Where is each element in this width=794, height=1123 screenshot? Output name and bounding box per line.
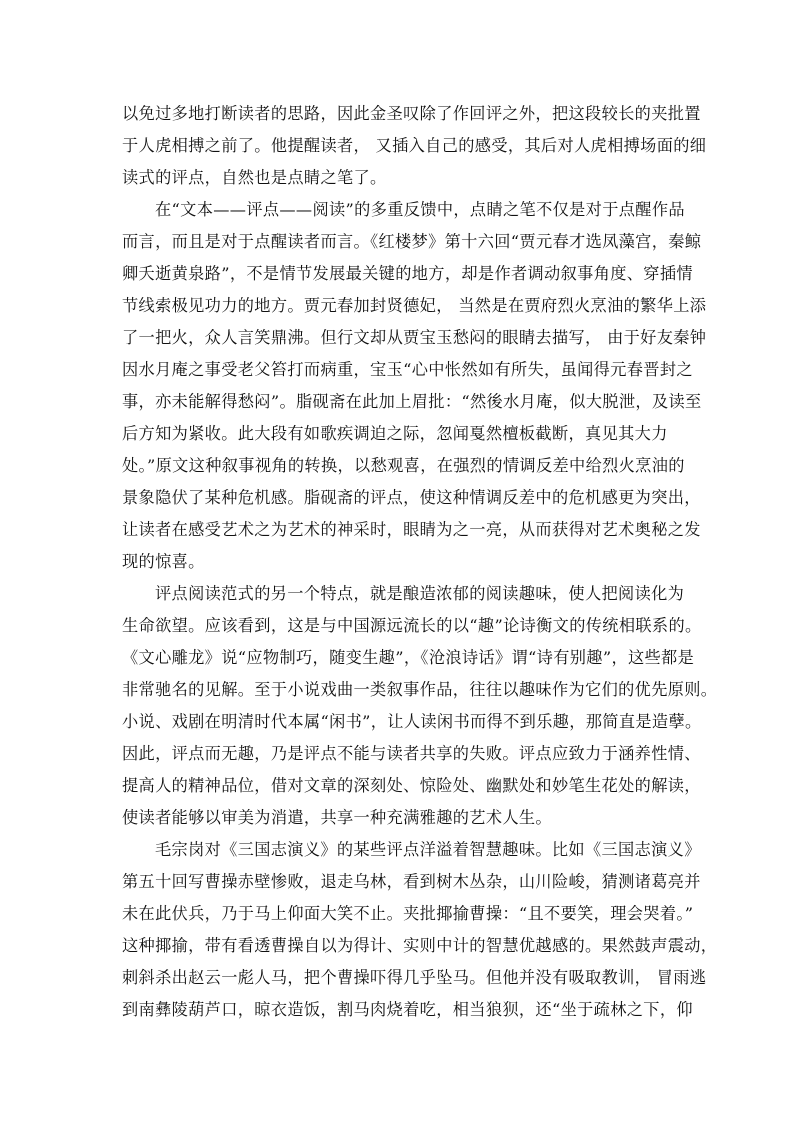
text-line: 了一把火，众人言笑鼎沸。但行文却从贾宝玉愁闷的眼睛去描写， 由于好友秦钟 (122, 328, 707, 347)
text-line: 评点阅读范式的另一个特点，就是酿造浓郁的阅读趣味，使人把阅读化为 (155, 584, 685, 603)
text-line: 读式的评点，自然也是点睛之笔了。 (122, 168, 387, 187)
text-line: 第五十回写曹操赤壁惨败，退走乌林，看到树木丛杂，山川险峻，猜测诸葛亮并 (122, 872, 701, 891)
text-line: 因此，评点而无趣，乃是评点不能与读者共享的失败。评点应致力于涵养性情、 (122, 744, 701, 763)
text-line: 到南彝陵葫芦口，晾衣造饭，割马肉烧着吃，相当狼狈，还“坐于疏林之下，仰 (122, 1000, 693, 1019)
text-line: 卿夭逝黄泉路”，不是情节发展最关键的地方，却是作者调动叙事角度、穿插情 (122, 264, 693, 283)
text-line: 毛宗岗对《三国志演义》的某些评点洋溢着智慧趣味。比如《三国志演义》 (155, 840, 701, 859)
text-line: 刺斜杀出赵云一彪人马，把个曹操吓得几乎坠马。但他并没有吸取教训， 冒雨逃 (122, 968, 707, 987)
text-line: 在“文本——评点——阅读”的多重反馈中，点睛之笔不仅是对于点醒作品 (155, 200, 685, 219)
text-line: 节线索极见功力的地方。贾元春加封贤德妃， 当然是在贾府烈火烹油的繁华上添 (122, 296, 707, 315)
text-line: 后方知为紧收。此大段有如歌疾调迫之际，忽闻戛然檀板截断，真见其大力 (122, 424, 668, 443)
text-line: 因水月庵之事受老父笞打而病重，宝玉“心中怅然如有所失，虽闻得元春晋封之 (122, 360, 693, 379)
text-line: 提高人的精神品位，借对文章的深刻处、惊险处、幽默处和妙笔生花处的解读， (122, 776, 701, 795)
text-line: 生命欲望。应该看到，这是与中国源远流长的以“趣”论诗衡文的传统相联系的。 (122, 616, 702, 635)
text-line: 以免过多地打断读者的思路，因此金圣叹除了作回评之外，把这段较长的夹批置 (122, 104, 701, 123)
text-line: 小说、戏剧在明清时代本属“闲书”，让人读闲书而得不到乐趣，那简直是造孽。 (122, 712, 702, 731)
text-line: 而言，而且是对于点醒读者而言。《红楼梦》第十六回“贾元春才选凤藻宫，秦鲸 (122, 232, 702, 251)
text-line: 《文心雕龙》说“应物制巧，随变生趣”，《沧浪诗话》谓“诗有别趣”，这些都是 (122, 648, 695, 667)
text-line: 现的惊喜。 (122, 552, 205, 571)
text-line: 景象隐伏了某种危机感。脂砚斋的评点，使这种情调反差中的危机感更为突出， (122, 488, 701, 507)
text-line: 处。”原文这种叙事视角的转换，以愁观喜，在强烈的情调反差中给烈火烹油的 (122, 456, 685, 475)
text-line: 事，亦未能解得愁闷”。脂砚斋在此加上眉批：“然後水月庵，似大脱泄，及读至 (122, 392, 702, 411)
text-line: 非常驰名的见解。至于小说戏曲一类叙事作品，往往以趣味作为它们的优先原则。 (122, 680, 718, 699)
text-line: 未在此伏兵，乃于马上仰面大笑不止。夹批揶揄曹操：“且不要笑，理会哭着。” (122, 904, 694, 923)
text-line: 让读者在感受艺术之为艺术的神采时，眼睛为之一亮，从而获得对艺术奥秘之发 (122, 520, 701, 539)
text-line: 这种揶揄，带有看透曹操自以为得计、实则中计的智慧优越感的。果然鼓声震动， (122, 936, 718, 955)
text-line: 使读者能够以审美为消遣，共享一种充满雅趣的艺术人生。 (122, 808, 552, 827)
text-line: 于人虎相搏之前了。他提醒读者， 又插入自己的感受，其后对人虎相搏场面的细 (122, 136, 707, 155)
